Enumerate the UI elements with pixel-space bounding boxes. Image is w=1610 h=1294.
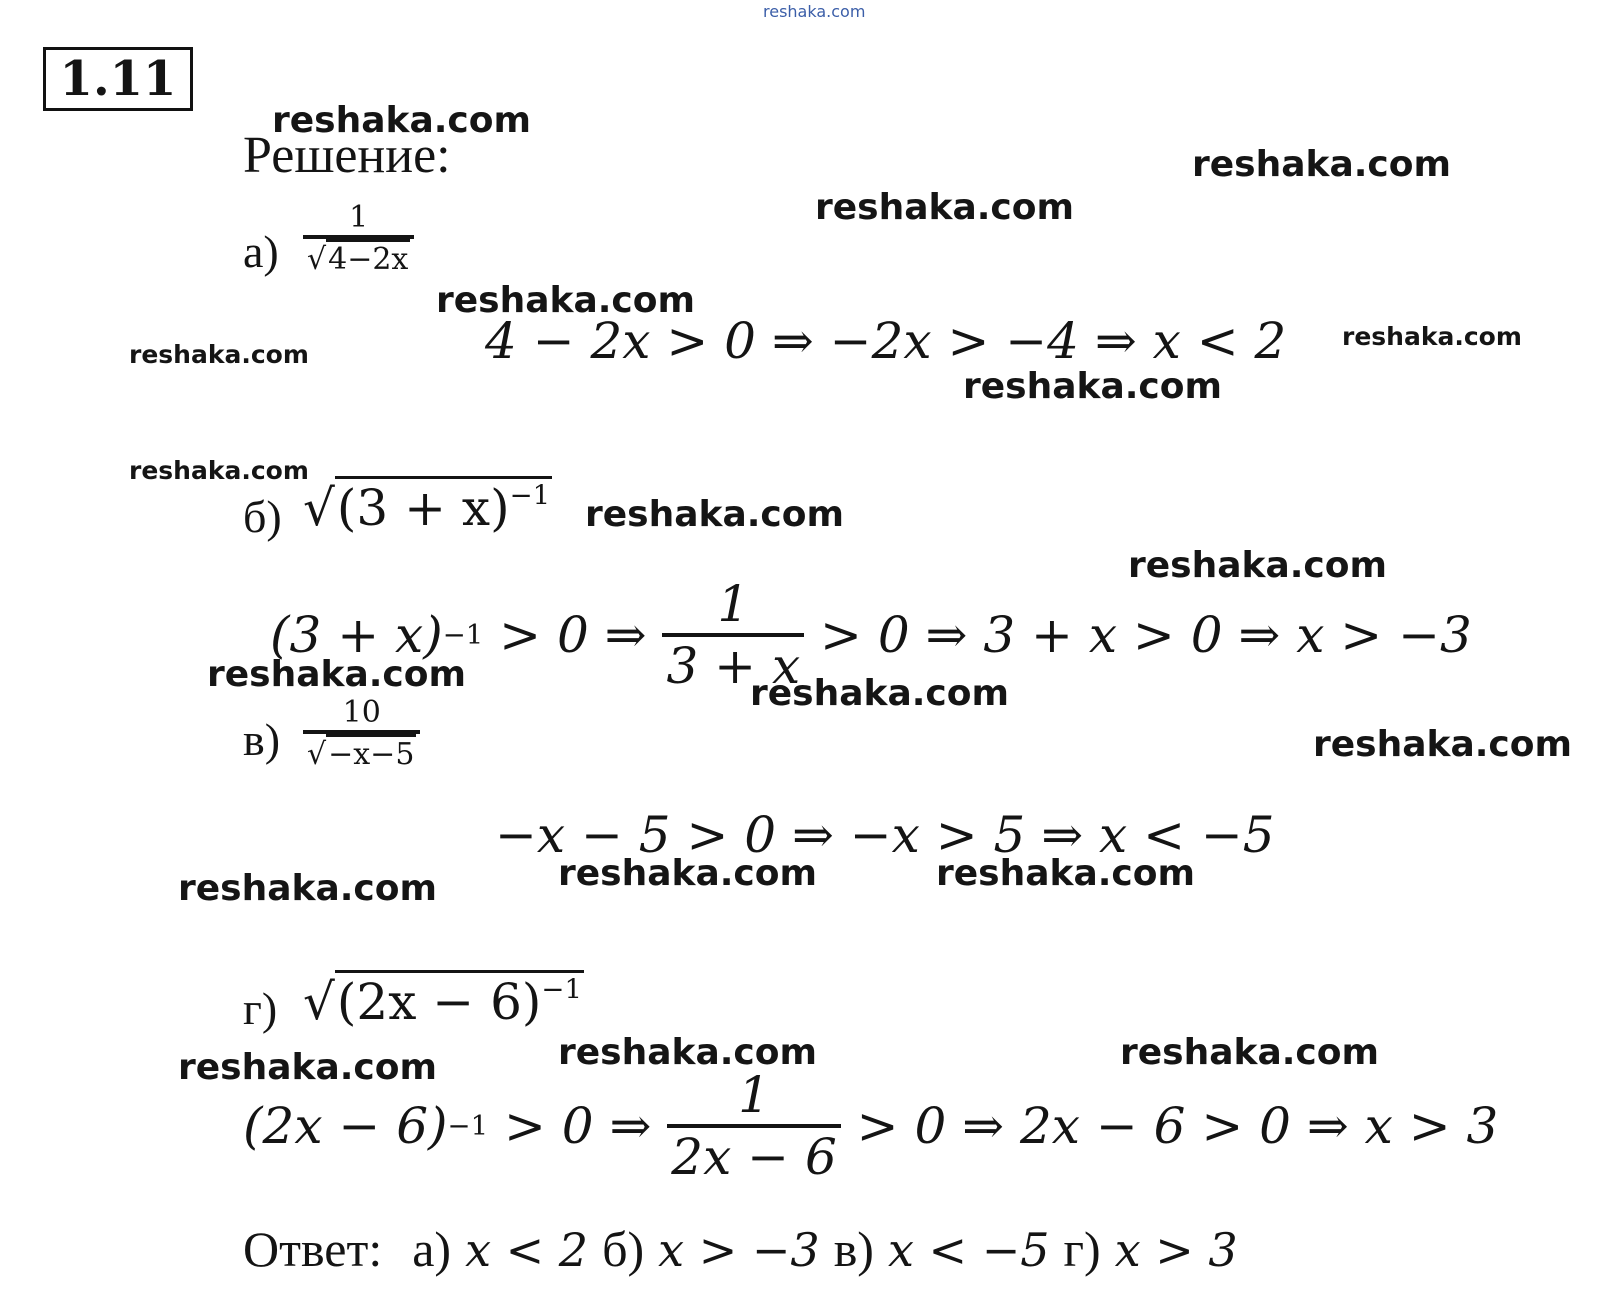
part-b-sol-end: > 0 ⇒ 3 + x > 0 ⇒ x > −3 — [804, 606, 1472, 664]
watermark: reshaka.com — [558, 853, 818, 894]
part-g-base: (2x − 6) — [336, 973, 542, 1031]
watermark: reshaka.com — [436, 280, 696, 321]
watermark: reshaka.com — [1128, 545, 1388, 586]
part-g-label: г) — [243, 983, 278, 1034]
watermark: reshaka.com — [1313, 724, 1573, 765]
problem-number: 1.11 — [43, 47, 193, 111]
answer-label: Ответ: — [243, 1221, 383, 1277]
part-v-label: в) — [243, 714, 281, 765]
watermark: reshaka.com — [1192, 144, 1452, 185]
answer-g: x > 3 — [1114, 1223, 1238, 1277]
watermark: reshaka.com — [129, 456, 309, 485]
answer-b-label: б) — [602, 1221, 645, 1277]
part-b-exponent: −1 — [509, 479, 551, 512]
part-g-sol-end: > 0 ⇒ 2x − 6 > 0 ⇒ x > 3 — [840, 1097, 1499, 1155]
part-g-frac-num: 1 — [738, 1066, 770, 1124]
part-v-numerator: 10 — [342, 695, 381, 730]
watermark: reshaka.com — [558, 1032, 818, 1073]
part-a-numerator: 1 — [349, 200, 369, 235]
part-v-solution: −x − 5 > 0 ⇒ −x > 5 ⇒ x < −5 — [495, 806, 1275, 864]
part-b-frac-den: 3 + x — [666, 637, 801, 695]
part-b-sol-start: (3 + x) — [270, 606, 443, 664]
part-g-exponent: −1 — [541, 973, 582, 1006]
answer-g-label: г) — [1063, 1221, 1101, 1277]
part-g-expression: $√(2x - 6)^{-1}$ — [303, 970, 584, 1031]
solution-heading: Решение: — [243, 127, 451, 184]
watermark: reshaka.com — [178, 1047, 438, 1088]
watermark: reshaka.com — [178, 868, 438, 909]
watermark: reshaka.com — [1342, 322, 1522, 351]
watermark: reshaka.com — [272, 100, 532, 141]
part-g-frac-den: 2x − 6 — [671, 1128, 837, 1186]
watermark-top: reshaka.com — [763, 2, 866, 21]
answer-line — [243, 1220, 1238, 1278]
part-a-label: а) — [243, 226, 279, 277]
answer-v-label: в) — [833, 1221, 874, 1277]
answer-v: x < −5 — [887, 1223, 1050, 1277]
watermark: reshaka.com — [585, 494, 845, 535]
part-a-radicand: 4−2x — [326, 239, 410, 277]
watermark: reshaka.com — [1120, 1032, 1380, 1073]
part-b-base: (3 + x) — [336, 479, 510, 537]
answer-a-label: а) — [412, 1221, 452, 1277]
part-a-expression: $\frac{1}{√4-2x}$ — [303, 200, 414, 277]
watermark: reshaka.com — [129, 340, 309, 369]
watermark: reshaka.com — [750, 673, 1010, 714]
watermark: reshaka.com — [963, 366, 1223, 407]
part-b-expression: $√(3 + x)^{-1}$ — [303, 476, 552, 537]
part-g-sol-start: (2x − 6) — [243, 1097, 448, 1155]
part-v-expression: $\frac{10}{√-x-5}$ — [303, 695, 420, 772]
part-v-radicand: −x−5 — [326, 734, 416, 772]
part-a-solution: 4 − 2x > 0 ⇒ −2x > −4 ⇒ x < 2 — [485, 312, 1287, 370]
part-b-solution: (3 + x) −1 > 0 ⇒ $\frac{1}{3 + x}$ > 0 ⇒ 3 + x > 0 ⇒ x > −3 — [270, 575, 1472, 695]
watermark: reshaka.com — [936, 853, 1196, 894]
watermark: reshaka.com — [815, 187, 1075, 228]
watermark: reshaka.com — [207, 654, 467, 695]
answer-a: x < 2 — [465, 1223, 589, 1277]
part-b-sol-mid: > 0 ⇒ — [483, 606, 663, 664]
part-b-frac-num: 1 — [717, 575, 750, 633]
part-g-solution: (2x − 6) −1 > 0 ⇒ $\frac{1}{2x - 6}$ > 0 ⇒ 2x − 6 > 0 ⇒ x > 3 — [243, 1066, 1499, 1186]
part-g-sol-mid: > 0 ⇒ — [488, 1097, 668, 1155]
answer-b: x > −3 — [658, 1223, 820, 1277]
part-b-label: б) — [243, 491, 282, 542]
